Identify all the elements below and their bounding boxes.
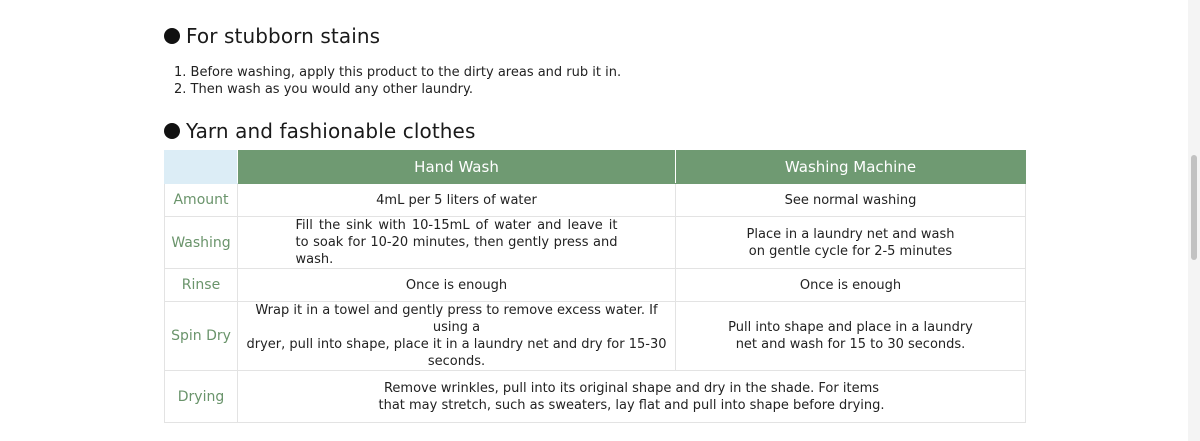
cell-amount-machine: See normal washing — [676, 184, 1026, 217]
cell-spin-dry-hand-wash — [238, 302, 676, 371]
cell-washing-machine — [676, 217, 1026, 269]
cell-spin-dry-machine-line-2: net and wash for 15 to 30 seconds. — [735, 337, 966, 352]
column-header-hand-wash: Hand Wash — [238, 151, 676, 184]
cell-rinse-machine: Once is enough — [676, 269, 1026, 302]
row-label-rinse: Rinse — [165, 269, 238, 302]
table-header-row — [165, 151, 1026, 184]
row-label-spin-dry: Spin Dry — [165, 302, 238, 371]
table-row-washing — [165, 217, 1026, 269]
cell-washing-hand-wash — [238, 217, 676, 269]
cell-spin-dry-hand-wash-line-1: Wrap it in a towel and gently press to remove excess water. If using a — [255, 303, 658, 335]
cell-drying-line-2: that may stretch, such as sweaters, lay flat and pull into shape before drying. — [378, 397, 885, 413]
row-label-drying: Drying — [165, 371, 238, 423]
cell-drying-line-1: Remove wrinkles, pull into its original shape and dry in the shade. For items — [383, 380, 879, 396]
cell-washing-machine-line-2: on gentle cycle for 2-5 minutes — [748, 243, 953, 259]
section-title-text: For stubborn stains — [186, 24, 381, 48]
table-row-spin-dry — [165, 302, 1026, 371]
cell-washing-hand-wash-text: Fill the sink with 10-15mL of water and leave it to soak for 10-20 minutes, then gently press and wash. — [295, 218, 618, 267]
scrollbar-thumb[interactable] — [1191, 155, 1197, 260]
table-corner-cell — [165, 151, 238, 184]
cell-spin-dry-hand-wash-line-2: dryer, pull into shape, place it in a laundry net and dry for 15-30 seconds. — [246, 337, 667, 369]
stain-step-1: 1. Before washing, apply this product to the dirty areas and rub it in. — [174, 65, 622, 80]
cell-spin-dry-machine-line-1: Pull into shape and place in a laundry — [728, 320, 973, 335]
row-label-washing: Washing — [165, 217, 238, 269]
cell-amount-hand-wash: 4mL per 5 liters of water — [238, 184, 676, 217]
cell-washing-machine-line-1: Place in a laundry net and wash — [746, 226, 955, 242]
care-instructions-table — [164, 150, 1026, 423]
cell-spin-dry-machine — [676, 302, 1026, 371]
section-title-yarn-clothes — [164, 119, 475, 143]
section-title-stubborn-stains — [164, 24, 380, 48]
bullet-icon — [164, 123, 180, 139]
table-row-rinse — [165, 269, 1026, 302]
row-label-amount: Amount — [165, 184, 238, 217]
stain-step-2: 2. Then wash as you would any other laundry. — [174, 82, 473, 97]
bullet-icon — [164, 28, 180, 44]
stain-steps-list — [174, 64, 621, 98]
cell-drying-both — [238, 371, 1026, 423]
table-row-drying — [165, 371, 1026, 423]
section-title-text: Yarn and fashionable clothes — [186, 119, 476, 143]
table-row-amount — [165, 184, 1026, 217]
column-header-washing-machine: Washing Machine — [676, 151, 1026, 184]
vertical-scrollbar[interactable] — [1188, 0, 1200, 441]
cell-rinse-hand-wash: Once is enough — [238, 269, 676, 302]
